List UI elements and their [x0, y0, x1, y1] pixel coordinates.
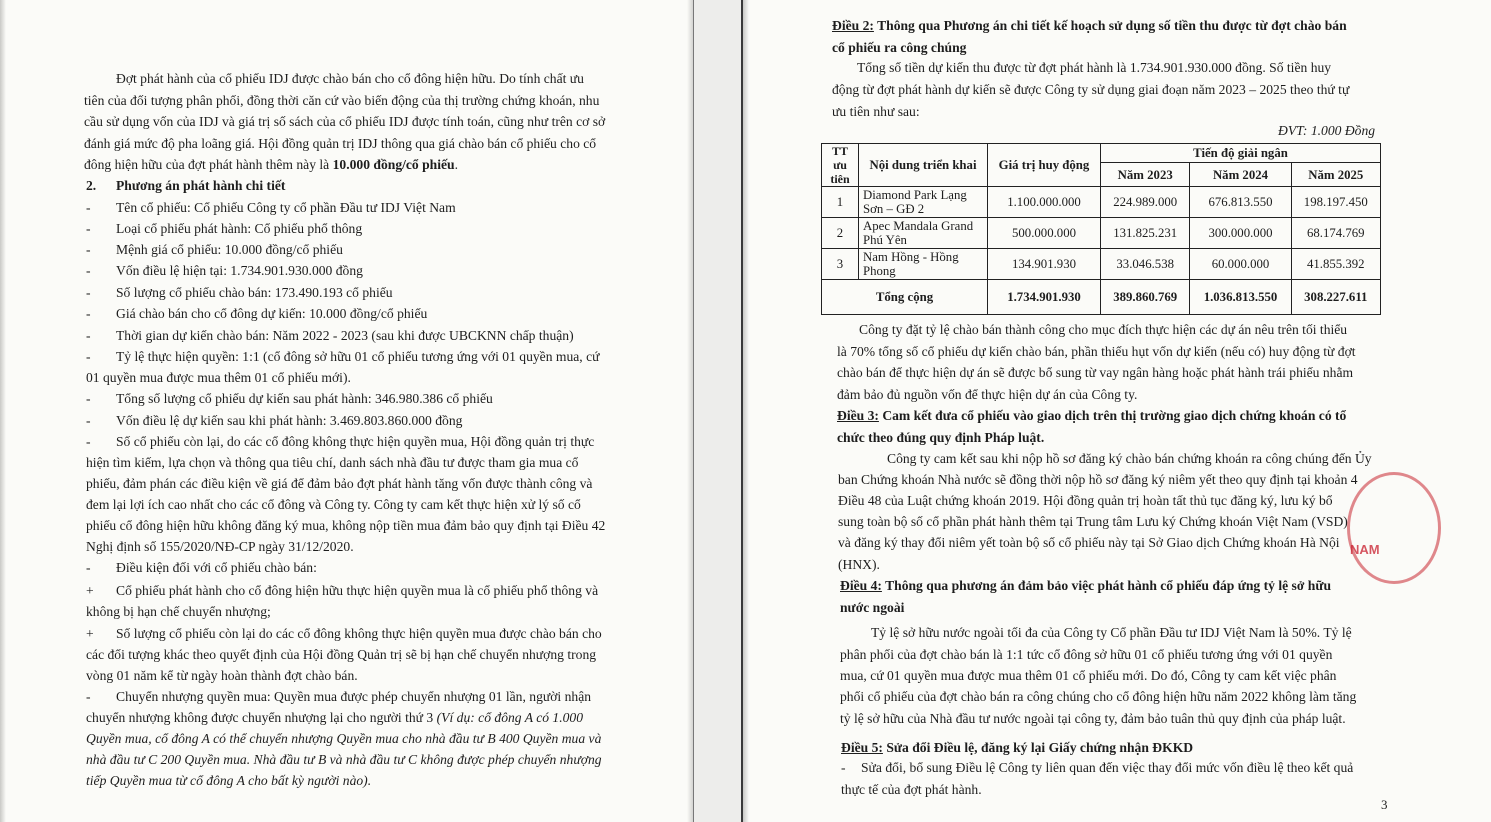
cell-content: Apec Mandala Grand Phú Yên: [859, 218, 988, 249]
paragraph-line: không bị hạn chế chuyển nhượng;: [86, 604, 271, 619]
page-gutter: [693, 0, 743, 822]
paragraph-line: tiếp Quyền mua từ cổ đông A cho bất kỳ người nào).: [86, 773, 372, 788]
list-bullet: -: [841, 760, 846, 775]
paragraph-line: thực tế của đợt phát hành.: [841, 782, 982, 797]
document-page-right: [743, 0, 1491, 822]
list-item: Vốn điều lệ dự kiến sau khi phát hành: 3.469.803.860.000 đồng: [116, 413, 463, 428]
paragraph-line: Số lượng cổ phiếu còn lại do các cổ đông không thực hiện quyền mua được chào bán cho: [116, 626, 602, 641]
paragraph-line: (HNX).: [838, 557, 880, 572]
cell-tt: 3: [822, 249, 859, 280]
cell-2024: 300.000.000: [1190, 218, 1291, 249]
cell-content: Diamond Park Lạng Sơn – GĐ 2: [859, 187, 988, 218]
paragraph-line: Công ty đặt tỷ lệ chào bán thành công cho mục đích thực hiện các dự án nêu trên tối thiểu: [859, 322, 1348, 337]
cell-2024: 60.000.000: [1190, 249, 1291, 280]
paragraph-line: các đối tượng khác theo quyết định của Hội đồng Quản trị sẽ bị hạn chế chuyển nhượng trong: [86, 647, 597, 662]
list-item: Loại cổ phiếu phát hành: Cổ phiếu phổ thông: [116, 221, 363, 236]
paragraph-line: động từ đợt phát hành dự kiến sẽ được Công ty sử dụng giai đoạn năm 2023 – 2025 theo thứ tự: [832, 82, 1350, 97]
section-title: Phương án phát hành chi tiết: [116, 178, 286, 193]
cell-value: 500.000.000: [988, 218, 1101, 249]
page-edge: [743, 0, 749, 822]
table-row: [822, 218, 1381, 249]
document-page-left: [0, 0, 693, 822]
col-header-content: Nội dung triển khai: [859, 144, 988, 187]
list-item: Mệnh giá cổ phiếu: 10.000 đồng/cổ phiếu: [116, 242, 343, 257]
paragraph-line: và đăng ký thay đổi niêm yết toàn bộ số cổ phiếu này tại Sở Giao dịch Chứng khoán Hà Nội: [838, 535, 1340, 550]
cell-2023: 131.825.231: [1101, 218, 1190, 249]
list-bullet: -: [86, 434, 91, 449]
cell-2025: 68.174.769: [1291, 218, 1380, 249]
paragraph-line: là 70% tổng số cổ phiếu dự kiến chào bán, phần thiếu hụt vốn dự kiến (nếu có) huy động từ đợt: [837, 344, 1356, 359]
section-number: 2.: [86, 178, 97, 193]
cell-2025: 41.855.392: [1291, 249, 1380, 280]
paragraph-line: mua, cứ 01 quyền mua được mua thêm 01 cổ phiếu mới. Do đó, Công ty cam kết việc phân: [840, 668, 1337, 683]
offer-price: 10.000 đồng/cổ phiếu: [332, 157, 455, 172]
paragraph-line: ưu tiên như sau:: [832, 104, 920, 119]
table-total-row: [822, 280, 1381, 315]
paragraph-line: nhà đầu tư C 200 Quyền mua. Nhà đầu tư B và nhà đầu tư C không được phép chuyển nhượng: [86, 752, 602, 767]
list-item: Vốn điều lệ hiện tại: 1.734.901.930.000 đồng: [116, 263, 363, 278]
paragraph-line: sung toàn bộ số cổ phần phát hành thêm tại Trung tâm Lưu ký Chứng khoán Việt Nam (VSD): [838, 514, 1348, 529]
cell-2024: 676.813.550: [1190, 187, 1291, 218]
list-bullet: -: [86, 285, 91, 300]
table-row: [822, 249, 1381, 280]
list-bullet: -: [86, 306, 91, 321]
paragraph-line: Đợt phát hành của cổ phiếu IDJ được chào bán cho cổ đông hiện hữu. Do tính chất ưu: [116, 71, 584, 86]
seal-text: NAM: [1350, 542, 1380, 557]
list-bullet: -: [86, 221, 91, 236]
cell-2023: 224.989.000: [1101, 187, 1190, 218]
plus-bullet: +: [86, 626, 94, 641]
list-bullet: -: [86, 263, 91, 278]
paragraph-line: Quyền mua, cổ đông A có thể chuyển nhượng Quyền mua cho nhà đầu tư B 400 Quyền mua và: [86, 731, 602, 746]
paragraph-line: Nghị định số 155/2020/NĐ-CP ngày 31/12/2020.: [86, 539, 354, 554]
paragraph-line: phiếu, đảm phán các điều kiện về giá để đảm bảo đợt phát hành tăng vốn được thành công và: [86, 476, 593, 491]
article-label: Điều 4:: [840, 578, 882, 593]
list-bullet: -: [86, 242, 91, 257]
disbursement-table: [821, 143, 1381, 315]
col-header-year: Năm 2023: [1101, 163, 1190, 187]
paragraph-line: đánh giá mức độ pha loãng giá. Hội đồng quản trị IDJ thông qua giá chào bán cổ phiếu cho cổ: [84, 136, 597, 151]
list-bullet: -: [86, 349, 91, 364]
paragraph-line: chuyển nhượng không được chuyển nhượng lại cho người thứ 3 (Ví dụ: cổ đông A có 1.000: [86, 710, 584, 725]
cell-2023: 33.046.538: [1101, 249, 1190, 280]
table-header-row: [822, 144, 1381, 163]
col-header-progress: Tiến độ giải ngân: [1101, 144, 1381, 163]
cell-content: Nam Hồng - Hồng Phong: [859, 249, 988, 280]
list-item: Số lượng cổ phiếu chào bán: 173.490.193 cổ phiếu: [116, 285, 393, 300]
list-item: Điều kiện đối với cổ phiếu chào bán:: [116, 560, 317, 575]
paragraph-line: đảm bảo đủ nguồn vốn để thực hiện dự án của Công ty.: [837, 387, 1138, 402]
list-item-continuation: 01 quyền mua được mua thêm 01 cổ phiếu mới).: [86, 370, 351, 385]
unit-label: ĐVT: 1.000 Đồng: [1278, 123, 1376, 138]
list-item: Tỷ lệ thực hiện quyền: 1:1 (cổ đông sở hữu 01 cổ phiếu tương ứng với 01 quyền mua, cứ: [116, 349, 600, 364]
cell-tt: 2: [822, 218, 859, 249]
company-seal-stamp: [1347, 472, 1441, 584]
paragraph-line: Tỷ lệ sở hữu nước ngoài tối đa của Công ty Cổ phần Đầu tư IDJ Việt Nam là 50%. Tỷ lệ: [871, 625, 1352, 640]
article-label: Điều 5:: [841, 740, 883, 755]
article-label: Điều 2:: [832, 18, 874, 33]
cell-2025: 198.197.450: [1291, 187, 1380, 218]
list-item: Tổng số lượng cổ phiếu dự kiến sau phát hành: 346.980.386 cổ phiếu: [116, 391, 493, 406]
paragraph-line: hiện tìm kiếm, lựa chọn và thông qua tiêu chí, danh sách nhà đầu tư được tham gia mua cổ: [86, 455, 579, 470]
list-item: Thời gian dự kiến chào bán: Năm 2022 - 2023 (sau khi được UBCKNN chấp thuận): [116, 328, 574, 343]
article-heading: Điều 5: Sửa đổi Điều lệ, đăng ký lại Giấy chứng nhận ĐKKD: [841, 740, 1194, 755]
paragraph-line: chào bán để thực hiện dự án sẽ được bổ sung từ vay ngân hàng hoặc phát hành trái phiếu nhằm: [837, 365, 1354, 380]
cell-tt: 1: [822, 187, 859, 218]
paragraph-line: phối cổ phiếu của đợt chào bán ra công chúng cho cổ đông hiện hữu năm 2022 không làm tăng: [840, 689, 1357, 704]
paragraph-line: vòng 01 năm kể từ ngày hoàn thành đợt chào bán.: [86, 668, 358, 683]
plus-bullet: +: [86, 583, 94, 598]
cell-total-2024: 1.036.813.550: [1190, 280, 1291, 315]
paragraph-line: cầu sử dụng vốn của IDJ và giá trị số sách của cổ phiếu IDJ được tính toán, cũng như trên cơ sở: [84, 114, 606, 129]
paragraph-line: Sửa đổi, bổ sung Điều lệ Công ty liên quan đến việc thay đổi mức vốn điều lệ theo kết quả: [861, 760, 1354, 775]
list-bullet: -: [86, 413, 91, 428]
paragraph-line: tỷ lệ sở hữu của Nhà đầu tư nước ngoài tại công ty, đảm bảo tuân thủ quy định của pháp luật.: [840, 711, 1346, 726]
paragraph-line: Công ty cam kết sau khi nộp hồ sơ đăng ký chào bán chứng khoán ra công chúng đến Ủy: [887, 451, 1372, 466]
paragraph-line: Cổ phiếu phát hành cho cổ đông hiện hữu thực hiện quyền mua là cổ phiếu phổ thông và: [116, 583, 599, 598]
list-bullet: -: [86, 560, 91, 575]
article-heading: Điều 4: Thông qua phương án đảm bảo việc phát hành cổ phiếu đáp ứng tỷ lệ sở hữu: [840, 578, 1332, 593]
list-item: Tên cổ phiếu: Cổ phiếu Công ty cổ phần Đầu tư IDJ Việt Nam: [116, 200, 456, 215]
cell-value: 134.901.930: [988, 249, 1101, 280]
cell-total-value: 1.734.901.930: [988, 280, 1101, 315]
cell-value: 1.100.000.000: [988, 187, 1101, 218]
cell-total-label: Tổng cộng: [822, 280, 988, 315]
page-number: 3: [1381, 797, 1388, 812]
article-heading: nước ngoài: [840, 600, 905, 615]
page-edge: [0, 0, 6, 822]
paragraph-line: Chuyển nhượng quyền mua: Quyền mua được phép chuyển nhượng 01 lần, người nhận: [116, 689, 592, 704]
paragraph-line: phân phối của đợt chào bán là 1:1 tức cổ đông sở hữu 01 cổ phiếu tương ứng với 01 quyền: [840, 647, 1333, 662]
paragraph-line: Điều 48 của Luật chứng khoán 2019. Hội đồng quản trị hoàn tất thủ tục đăng ký, lưu ký bổ: [838, 493, 1333, 508]
table-row: [822, 187, 1381, 218]
col-header-year: Năm 2024: [1190, 163, 1291, 187]
col-header-value: Giá trị huy động: [988, 144, 1101, 187]
paragraph-line: đem lại lợi ích cao nhất cho các cổ đông và Công ty. Công ty cam kết thực hiện xử lý số cổ: [86, 497, 581, 512]
list-bullet: -: [86, 200, 91, 215]
paragraph-line: Số cổ phiếu còn lại, do các cổ đông không thực hiện quyền mua, Hội đồng quản trị thực: [116, 434, 595, 449]
article-heading: cổ phiếu ra công chúng: [832, 40, 967, 55]
article-heading: Điều 2: Thông qua Phương án chi tiết kế hoạch sử dụng số tiền thu được từ đợt chào bán: [832, 18, 1347, 33]
list-bullet: -: [86, 328, 91, 343]
list-bullet: -: [86, 689, 91, 704]
list-bullet: -: [86, 391, 91, 406]
article-heading: Điều 3: Cam kết đưa cổ phiếu vào giao dịch trên thị trường giao dịch chứng khoán có tổ: [837, 408, 1347, 423]
paragraph-line: phiếu cổ đông hiện hữu không đăng ký mua, không nộp tiền mua đảm bảo quy định tại Điều 42: [86, 518, 606, 533]
cell-total-2023: 389.860.769: [1101, 280, 1190, 315]
article-label: Điều 3:: [837, 408, 879, 423]
col-header-year: Năm 2025: [1291, 163, 1380, 187]
paragraph-line: tiên của đối tượng phân phối, đồng thời căn cứ vào biến động của thị trường chứng khoán, nhu: [84, 93, 600, 108]
cell-total-2025: 308.227.611: [1291, 280, 1380, 315]
paragraph-line: đông hiện hữu của đợt phát hành thêm này là 10.000 đồng/cổ phiếu.: [84, 157, 459, 172]
col-header-tt: TT ưu tiên: [822, 144, 859, 187]
list-item: Giá chào bán cho cổ đông dự kiến: 10.000 đồng/cổ phiếu: [116, 306, 428, 321]
paragraph-line: Tổng số tiền dự kiến thu được từ đợt phát hành là 1.734.901.930.000 đồng. Số tiền huy: [857, 60, 1332, 75]
paragraph-line: ban Chứng khoán Nhà nước sẽ đồng thời nộp hồ sơ đăng ký niêm yết theo quy định tại khoản 4: [838, 472, 1358, 487]
article-heading: chức theo đúng quy định Pháp luật.: [837, 430, 1045, 445]
